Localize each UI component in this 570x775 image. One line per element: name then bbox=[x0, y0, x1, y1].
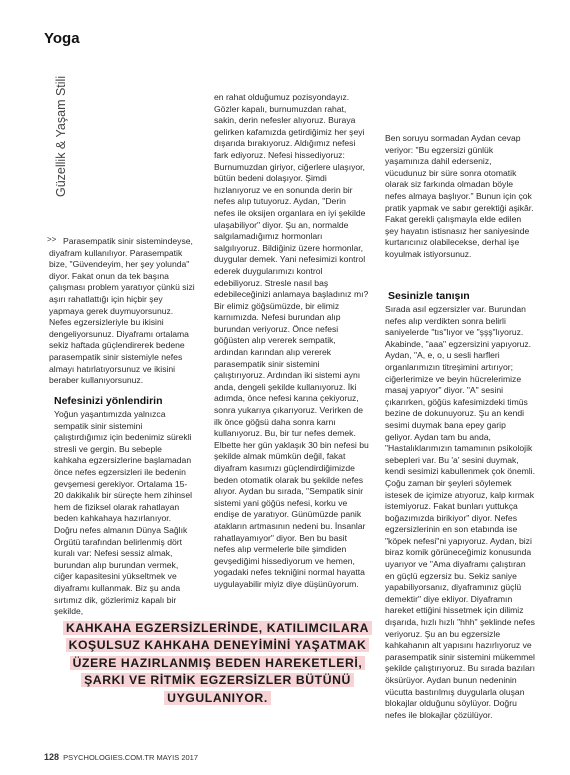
side-label bbox=[54, 52, 70, 197]
pull-quote-line: UYGULANIYOR. bbox=[164, 691, 271, 705]
pull-quote-line: ŞARKI VE RİTMİK EGZERSİZLER BÜTÜNÜ bbox=[81, 673, 354, 687]
page-footer bbox=[44, 752, 198, 762]
subheading-nefesinizi: Nefesinizi yönlendirin bbox=[54, 395, 163, 407]
section-title: Yoga bbox=[44, 30, 80, 47]
paragraph: Yoğun yaşantımızda yalnızca sempatik sinir sistemini çalıştırdığımız için bedenimiz sürekli stresli ve gergin. Bu sebeple kahkaha egzersizlerine başlamadan önce nefes egzersizleri ile bedenin gevşemesi gerekiyor. Ortalama 15-20 dakikalık bir süreçte hem zihinsel hem de fiziksel olarak rahatlayan beden kahkahaya hazırlanıyor. Doğru nefes almanın Dünya Sağlık Örgütü tarafından belirlenmiş dört kuralı var: Nefesi sessiz almak, burundan alıp burundan vermek, ciğer kapasitesini yükseltmek ve diyaframı kullanmak. Biz şu anda sırtımız dik, gözlerimiz kapalı bir şekilde, bbox=[54, 409, 193, 617]
pull-quote-line: ÜZERE HAZIRLANMIŞ BEDEN HAREKETLERİ, bbox=[70, 656, 366, 670]
column-3-body bbox=[385, 304, 535, 721]
column-2-body bbox=[214, 92, 369, 591]
column-1-intro bbox=[49, 236, 197, 387]
column-1-body bbox=[54, 409, 196, 618]
paragraph: en rahat olduğumuz pozisyondayız. Gözler kapalı, burnumuzdan rahat, sakin, derin nefesler alıyoruz. Buraya gelirken kafamızda getirdiğimiz her şeyi dışarıda bırakıyoruz. Aldığımız nefesi fark ediyoruz. Nefesi hissediyoruz: Burnumuzdan giriyor, ciğerlere ulaşıyor, bütün bedeni dolaşıyor. Şimdi hızlanıyoruz ve en sonunda derin bir nefes alıp tutuyoruz. Aydan, "Derin nefes ile oksijen organlara en iyi şekilde ulaşabiliyor" diyor. Şu an, normalde salgılamadığımız hormonları salgılıyoruz. Bildiğiniz üzere hormonlar, duygular demek. Yani nefesimizi kontrol ederek duygularımızı kontrol edebiliyoruz. Stresle nasıl baş edebileceğinizi anlamaya başladınız mı? Bir elimiz göğsümüzde, bir elimiz karnımızda. Nefesi burundan alıp burundan veriyoruz. Önce nefesi göğüsten alıp vererek sempatik, ardından karından alıp vererek parasempatik sinir sistemini çalıştırıyoruz. Ardından iki sistemi aynı anda, dengeli şekilde kullanıyoruz. İki adımda, önce nefesi karına çekiyoruz, sonra yukarıya çıkarıyoruz. Verirken de ilk önce göğsü daha sonra karnı kullanıyoruz. Bu, bir tur nefes demek. Elbette her gün yaklaşık 30 bin nefesi bu şekilde almak mümkün değil, fakat diyafram kasımızı güçlendirdiğimizde beden otomatik olarak bu şekilde nefes alıyor. Aydan bu sırada, "Sempatik sinir sistemi yani göğüs nefesi, korku ve endişe de yaratıyor. Günümüzde panik atakların artmasının nedeni bu. İnsanlar rahatlayamıyor" diyor. Ben bu basit nefes alıp vermelerle bile şimdiden gevşediğimi hissediyorum ve hemen, yogadaki nefes tekniğini normal hayatta uygulayabilir miyiz diye düşünüyorum. bbox=[214, 92, 369, 589]
side-label-text: Güzellik & Yaşam Stili bbox=[54, 75, 68, 197]
paragraph: Ben soruyu sormadan Aydan cevap veriyor: "Bu egzersizi günlük yaşamınıza dahil ederseniz, vücudunuz bir süre sonra otomatik olarak siz farkında olmadan böyle nefes almaya başlıyor." Bunun için çok pratik yapmak ve sabır gerektiği aşikâr. Fakat gerekli çalışmayla elde edilen şey hayatın istisnasız her saniyesinde kurtarıcınız olabilecekse, derhal işe koyulmak istiyorsunuz. bbox=[385, 133, 534, 259]
continuation-arrow: >> bbox=[47, 235, 57, 244]
pull-quote-line: KOŞULSUZ KAHKAHA DENEYİMİNİ YAŞATMAK bbox=[66, 638, 370, 652]
subheading-sesinizle: Sesinizle tanışın bbox=[388, 290, 470, 302]
paragraph: Parasempatik sinir sistemindeyse, diyafram kullanılıyor. Parasempatik bize, "Güvendeyim, her şey yolunda" diyor. Fakat onun da tek başına çalışması problem yaratıyor çünkü sizi aşırı rahatlattığı için hiçbir şey yapmaya gerek duymuyorsunuz. Nefes egzersizleriyle bu ikisini dengeliyorsunuz. Diyaframı ortalama sekiz haftada güçlendirerek bedene parasempatik sinir sistemiyle nefes almayı hatırlatıyorsunuz ve ikisini beraber kullanıyorsunuz. bbox=[49, 236, 195, 386]
pull-quote bbox=[60, 620, 375, 707]
footer-text: PSYCHOLOGIES.COM.TR MAYIS 2017 bbox=[63, 753, 199, 762]
pull-quote-line: KAHKAHA EGZERSİZLERİNDE, KATILIMCILARA bbox=[63, 621, 372, 635]
page-number: 128 bbox=[44, 752, 60, 762]
column-3-intro bbox=[385, 133, 535, 261]
paragraph: Sırada asıl egzersizler var. Burundan nefes alıp verdikten sonra belirli saniyelerde "tıs"lıyor ve "şşş"lıyoruz. Akabinde, "aaa" egzersizini yapıyoruz. Aydan, "A, e, o, u sesli harfleri organlarımızın titreşimini artırıyor; ciğerlerimize ve beyin hücrelerimize masaj yapıyor" diyor. "A" sesini çıkarırken, göğüs kafesimizdeki timüs bezine de dokunuyoruz. Şu an kendi sesimi duymak bana epey garip geliyor. Aydan tam bu anda, "Hastalıklarımızın tamamının psikolojik sebepleri var. Bu 'a' sesini duymak, kendi sesimizi kabullenmek çok önemli. Çoğu zaman bir şeyleri söylemek istesek de içimize atıyoruz, kalp kırmak istemiyoruz. Fakat bunları yuttukça boğazımızda birikiyor" diyor. Nefes egzersizlerinin en son etabında ise "köpek nefesi"ni yapıyoruz. Aydan, bizi biraz komik görüneceğimiz konusunda uyarıyor ve "Ama diyaframı çalıştıran en güçlü egzersiz bu. Sekiz saniye yapabiliyorsanız, diyaframınız güçlü demektir" diye ekliyor. Diyaframın hareket ettiğini hissetmek için dilimiz dışarıda, hızlı hızlı "hhh" şeklinde nefes veriyoruz. Şu an bu egzersizle kahkahanın alt yapısını hazırlıyoruz ve parasempatik sinir sistemini mükemmel şekilde çalıştırıyoruz. Bu sırada bazıları öksürüyor. Aydan bunun nedeninin vücutta bastırılmış duygularla oluşan blokajlar olduğunu söylüyor. Doğru nefes ile blokajlar çözülüyor. bbox=[385, 304, 535, 720]
